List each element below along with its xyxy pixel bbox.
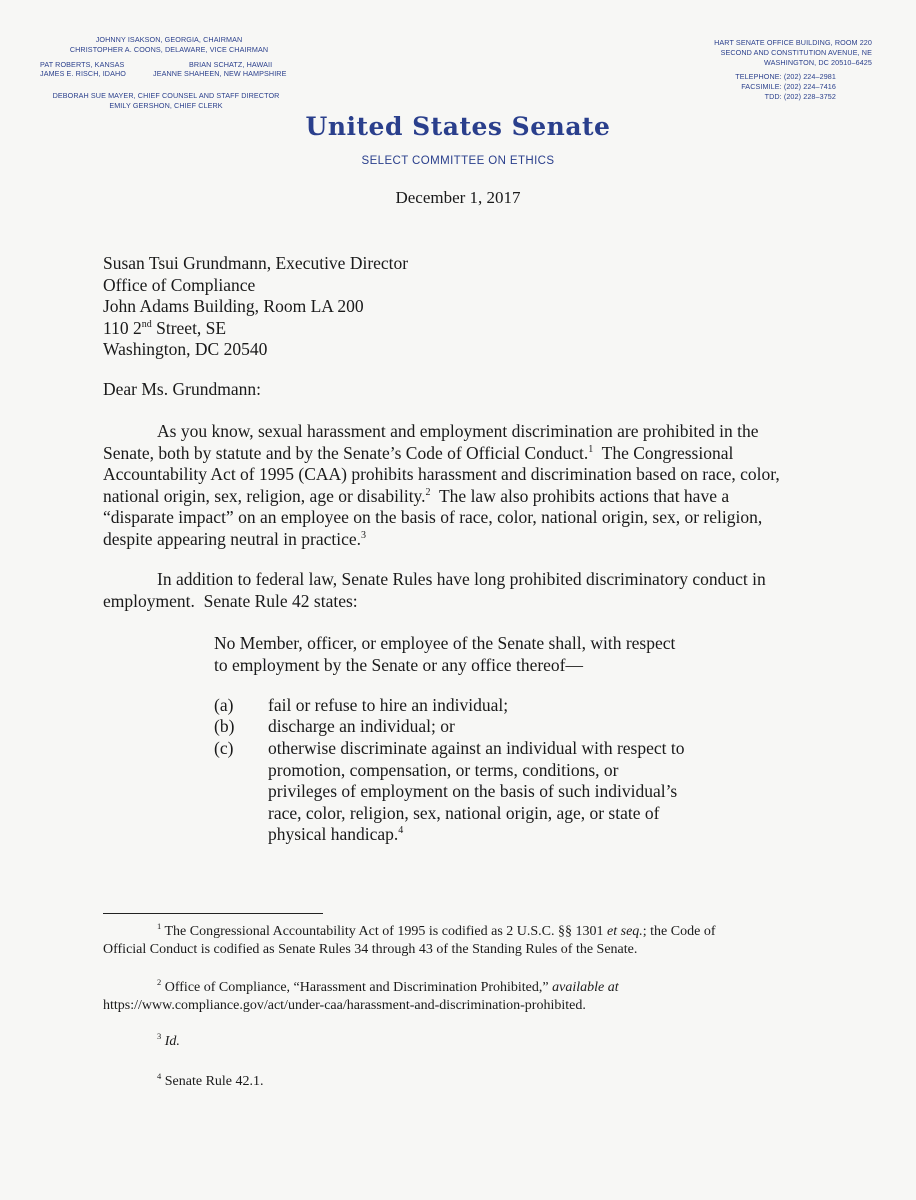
text-run: Office of Compliance, “Harassment and Discrimination Prohibited,”	[161, 980, 553, 995]
quote-item-line: discharge an individual; or	[268, 716, 455, 736]
text-run: Id.	[164, 1034, 180, 1049]
letterhead-counsel: DEBORAH SUE MAYER, CHIEF COUNSEL AND STAFF DIRECTOR	[52, 91, 280, 100]
text-run: ; the Code of	[642, 924, 716, 939]
footnote-number: 2	[157, 977, 162, 987]
footnote-line: https://www.compliance.gov/act/under-caa/harassment-and-discrimination-prohibited.	[103, 998, 586, 1013]
footnote-3	[103, 1033, 793, 1051]
letterhead-vice-chair: CHRISTOPHER A. COONS, DELAWARE, VICE CHAIRMAN	[69, 45, 269, 54]
footnote-ref: 2	[425, 486, 431, 498]
quote-line: to employment by the Senate or any office thereof—	[214, 654, 584, 675]
paragraph-line: “disparate impact” on an employee on the basis of race, color, national origin, sex, or religion,	[103, 507, 763, 527]
letterhead-address	[660, 38, 872, 68]
letterhead-chair: JOHNNY ISAKSON, GEORGIA, CHAIRMAN	[95, 35, 243, 44]
quote-item-label: (b)	[214, 716, 235, 736]
quote-line: No Member, officer, or employee of the Senate shall, with respect	[214, 633, 676, 653]
quote-item-text	[268, 716, 705, 738]
letterhead-title: United States Senate	[305, 112, 611, 141]
text-run: despite appearing neutral in practice.	[103, 528, 362, 549]
quote-item-line	[268, 760, 705, 782]
footnote-4	[103, 1073, 793, 1091]
text-run: et seq.	[607, 924, 643, 939]
footnote-number: 4	[157, 1071, 162, 1081]
footnote-line	[103, 1033, 793, 1051]
letterhead-member-2: BRIAN SCHATZ, HAWAII	[189, 60, 273, 69]
address-line: Washington, DC 20540	[103, 339, 268, 359]
word: compensation,	[349, 759, 452, 780]
footnote-ref: 3	[361, 529, 367, 541]
word: terms,	[474, 759, 518, 780]
word: promotion,	[268, 759, 346, 780]
footnote-divider	[103, 913, 323, 914]
letterhead-officers	[64, 35, 274, 55]
letter-date: December 1, 2017	[395, 188, 521, 207]
quote-item-label: (a)	[214, 695, 234, 715]
footnote-number: 1	[157, 921, 162, 931]
letterhead-facsimile: FACSIMILE: (202) 224–7416	[741, 82, 836, 91]
quote-item-text	[268, 695, 705, 717]
letterhead-tdd: TDD: (202) 228–3752	[764, 92, 836, 101]
paragraph-line	[103, 529, 793, 551]
letterhead-member-4: JEANNE SHAHEEN, NEW HAMPSHIRE	[153, 69, 287, 78]
letterhead-member-3: JAMES E. RISCH, IDAHO	[40, 69, 126, 78]
quote-item-line: otherwise discriminate against an individual with respect to	[268, 738, 685, 758]
rule-quote	[214, 633, 714, 676]
text-run: national origin, sex, religion, age or disability.	[103, 485, 426, 506]
letterhead-contacts	[660, 72, 836, 102]
text-run: The Congressional Accountability Act of 1995 is codified as 2 U.S.C. §§ 1301	[161, 924, 608, 939]
address-line: John Adams Building, Room LA 200	[103, 296, 364, 316]
word: or	[455, 759, 471, 780]
recipient-address	[103, 253, 408, 361]
text-run: Senate, both by statute and by the Senate’s Code of Official Conduct.	[103, 442, 589, 463]
letterhead-clerk: EMILY GERSHON, CHIEF CLERK	[109, 101, 223, 110]
text-run: The Congressional	[593, 442, 734, 463]
paragraph-line: Accountability Act of 1995 (CAA) prohibits harassment and discrimination based on race, color,	[103, 464, 780, 484]
text-run: available at	[552, 980, 619, 995]
letterhead-telephone: TELEPHONE: (202) 224–2981	[735, 72, 836, 81]
word: conditions,	[522, 759, 600, 780]
paragraph-line: As you know, sexual harassment and employment discrimination are prohibited in the	[157, 421, 759, 441]
word: or	[603, 759, 619, 780]
paragraph-line: In addition to federal law, Senate Rules have long prohibited discriminatory conduct in	[157, 569, 766, 589]
quote-item-label: (c)	[214, 738, 234, 758]
text-run: Senate Rule 42.1.	[161, 1074, 264, 1089]
salutation: Dear Ms. Grundmann:	[103, 379, 261, 399]
footnote-line	[103, 1073, 793, 1091]
letterhead-address-1: HART SENATE OFFICE BUILDING, ROOM 220	[714, 38, 872, 47]
footnote-number: 3	[157, 1031, 162, 1041]
paragraph-2	[103, 569, 793, 612]
quote-item-line: fail or refuse to hire an individual;	[268, 695, 509, 715]
footnote-2	[103, 979, 793, 1015]
letterhead-staff	[46, 91, 286, 111]
footnote-ref: 4	[398, 825, 404, 836]
paragraph-1	[103, 421, 793, 550]
letterhead-address-2: SECOND AND CONSTITUTION AVENUE, NE	[720, 48, 872, 57]
text-run: physical handicap.	[268, 824, 399, 844]
paragraph-line	[103, 443, 793, 465]
address-line: Susan Tsui Grundmann, Executive Director	[103, 253, 409, 273]
address-ordinal: nd	[141, 318, 152, 330]
quote-item-line	[268, 824, 705, 846]
address-line: Office of Compliance	[103, 274, 256, 295]
paragraph-line: employment. Senate Rule 42 states:	[103, 590, 358, 611]
quote-item-line: race, color, religion, sex, national origin, age, or state of	[268, 802, 660, 823]
footnote-line	[103, 979, 793, 997]
footnote-line: Official Conduct is codified as Senate Rules 34 through 43 of the Standing Rules of the Senate.	[103, 942, 638, 957]
footnote-line	[103, 923, 793, 941]
quote-item-text	[268, 738, 705, 846]
address-line	[103, 318, 408, 340]
quote-item-line: privileges of employment on the basis of such individual’s	[268, 781, 678, 801]
text-run: The law also prohibits actions that have a	[430, 485, 730, 506]
paragraph-line	[103, 486, 793, 508]
letterhead-member-1: PAT ROBERTS, KANSAS	[40, 60, 125, 69]
committee-name: SELECT COMMITTEE ON ETHICS	[361, 155, 555, 167]
address-street-number: 110 2	[103, 317, 142, 338]
footnote-1	[103, 923, 793, 959]
address-street: Street, SE	[151, 317, 227, 338]
letterhead-address-3: WASHINGTON, DC 20510–6425	[764, 58, 872, 67]
footnote-ref: 1	[588, 443, 594, 455]
